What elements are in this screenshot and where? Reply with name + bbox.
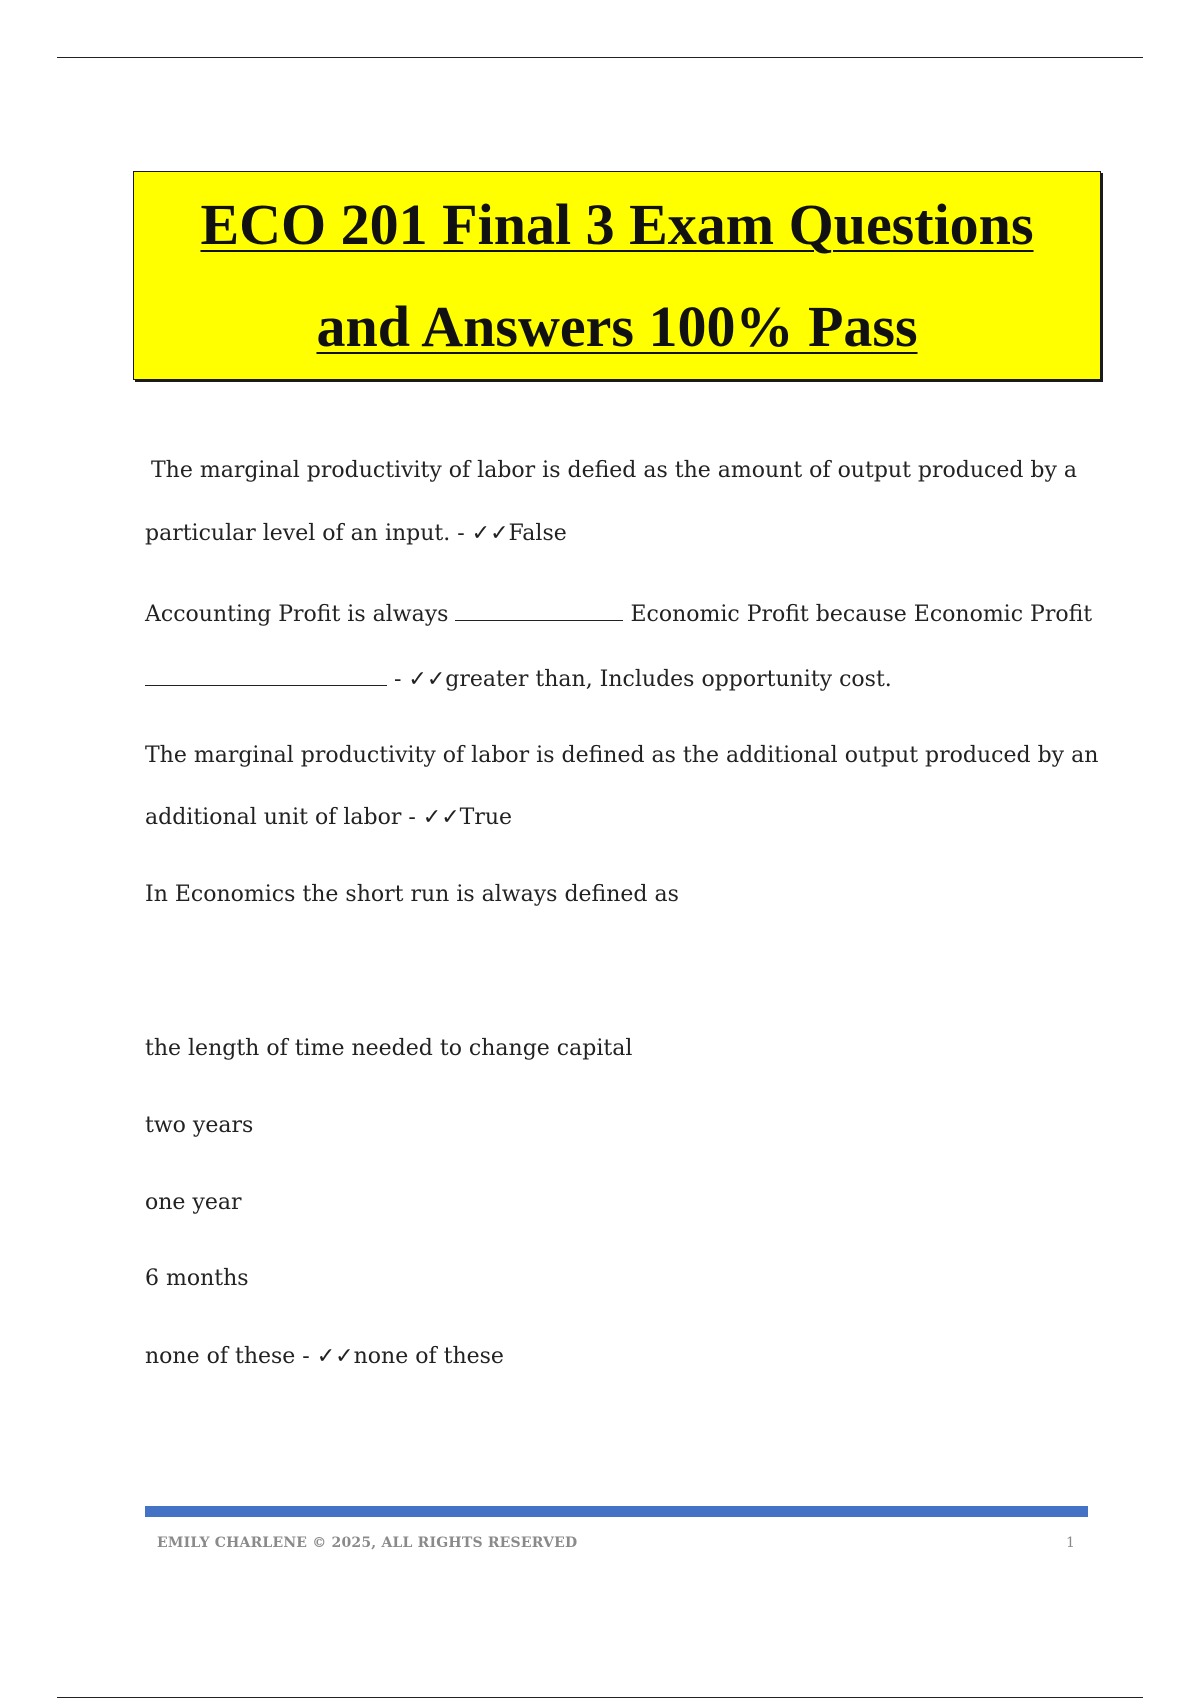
question-1-line-2: particular level of an input. - ✓✓False (145, 521, 567, 546)
question-4-option: one year (145, 1190, 242, 1215)
question-4-option: two years (145, 1113, 254, 1138)
answer-text: greater than, Includes opportunity cost. (445, 667, 892, 692)
question-3-line-1: The marginal productivity of labor is defined as the additional output produced by an (145, 743, 1099, 768)
fill-in-blank (145, 667, 387, 686)
question-4-text: In Economics the short run is always defined as (145, 882, 679, 907)
question-4-option: 6 months (145, 1266, 249, 1291)
footer-copyright: EMILY CHARLENE © 2025, ALL RIGHTS RESERVED (157, 1535, 578, 1551)
title-line-2: and Answers 100% Pass (316, 294, 918, 359)
check-icon: ✓✓ (471, 521, 509, 546)
question-3-line-2: additional unit of labor - ✓✓True (145, 805, 513, 830)
answer-text: True (459, 805, 513, 830)
page-number: 1 (1066, 1535, 1075, 1551)
question-4-last-option: none of these - ✓✓none of these (145, 1344, 504, 1369)
bottom-rule (57, 1697, 1143, 1698)
footer-bar (145, 1506, 1088, 1517)
question-1-line-1: The marginal productivity of labor is defied as the amount of output produced by a (151, 458, 1078, 483)
fill-in-blank (455, 602, 623, 621)
top-rule (57, 57, 1143, 58)
answer-text: False (508, 521, 567, 546)
check-icon: ✓✓ (422, 805, 460, 830)
answer-text: none of these (353, 1344, 504, 1369)
question-2-line-1: Accounting Profit is always Economic Profit because Economic Profit (145, 602, 1093, 627)
question-2-line-2: - ✓✓greater than, Includes opportunity cost. (145, 667, 1085, 691)
title-banner (133, 171, 1101, 380)
check-icon: ✓✓ (408, 667, 446, 692)
check-icon: ✓✓ (316, 1344, 354, 1369)
title-line-1: ECO 201 Final 3 Exam Questions (200, 192, 1034, 257)
question-4-option: the length of time needed to change capital (145, 1036, 633, 1061)
